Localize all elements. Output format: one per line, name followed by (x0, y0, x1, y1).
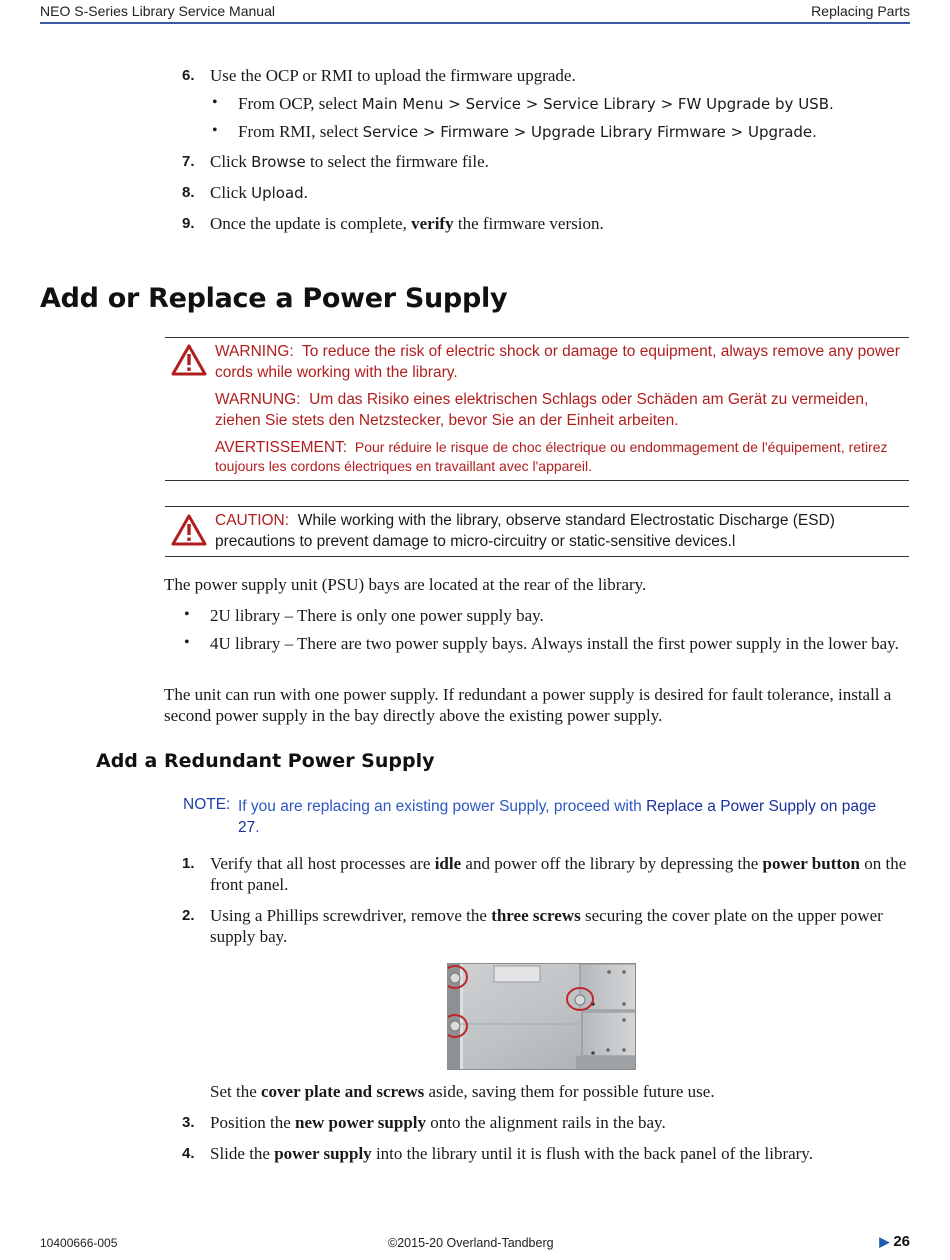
warning-box (165, 337, 909, 481)
chapter-title: Replacing Parts (811, 3, 910, 19)
warning-label: AVERTISSEMENT: (215, 439, 348, 456)
page-number (879, 1233, 910, 1250)
note-end: . (255, 819, 260, 836)
step-text-pre: Using a Phillips screwdriver, remove the (210, 906, 492, 925)
step-text-post: into the library until it is flush with the back panel of the library. (371, 1144, 813, 1163)
step-number: 3. (182, 1114, 195, 1131)
browse-label: Browse (251, 153, 306, 171)
step-text (210, 151, 489, 173)
step-text (210, 905, 910, 947)
step-text-post: on the front panel. (210, 854, 907, 894)
step-text-bold: power supply (274, 1144, 372, 1163)
caution-box (165, 506, 909, 557)
caution-triangle-icon (171, 514, 207, 546)
upload-label: Upload (251, 184, 304, 202)
step-text-post: onto the alignment rails in the bay. (426, 1113, 666, 1132)
set-aside-text (210, 1081, 910, 1102)
step-number: 9. (182, 215, 195, 232)
note-body: If you are replacing an existing power Supply, proceed with (238, 798, 647, 815)
step-text-post: to select the firmware file. (305, 152, 489, 171)
bullet-item (238, 93, 834, 115)
step-text-mid: and power off the library by depressing the (461, 854, 763, 873)
step-text-bold: three screws (491, 906, 581, 925)
warning-en (215, 342, 905, 383)
warning-text: To reduce the risk of electric shock or damage to equipment, always remove any power cords while working with the library. (215, 343, 900, 381)
step-text-pre: Verify that all host processes are (210, 854, 435, 873)
set-aside-post: aside, saving them for possible future use. (424, 1082, 715, 1101)
warning-fr (215, 438, 905, 476)
step-text-post: the firmware version. (453, 214, 604, 233)
page-number-value: 26 (893, 1233, 910, 1250)
step-text: Use the OCP or RMI to upload the firmware upgrade. (210, 66, 576, 85)
step-text (210, 1143, 910, 1164)
step-text-bold: verify (411, 214, 454, 233)
psu-bullet-4u: 4U library – There are two power supply bays. Always install the first power supply in the lower bay. (210, 634, 899, 653)
step-text-pre: Once the update is complete, (210, 214, 412, 233)
cover-plate-illustration (448, 964, 636, 1070)
copyright: ©2015-20 Overland-Tandberg (388, 1236, 554, 1250)
step-number: 4. (182, 1145, 195, 1162)
bullet-glyph: • (184, 606, 190, 623)
step-text-bold: power button (762, 854, 860, 873)
subsection-title: Add a Redundant Power Supply (96, 750, 435, 772)
set-aside-bold: cover plate and screws (261, 1082, 425, 1101)
bullet-text: From RMI, select (238, 122, 363, 141)
bullet-glyph: • (212, 122, 218, 139)
step-text (210, 213, 604, 234)
cover-plate-photo (447, 963, 636, 1070)
step-text-bold: new power supply (295, 1113, 427, 1132)
ocp-menu-path: Main Menu > Service > Service Library > FW Upgrade by USB. (361, 95, 834, 113)
document-number: 10400666-005 (40, 1236, 118, 1250)
step-text-pre: Click (210, 183, 252, 202)
warning-label: WARNING: (215, 343, 294, 360)
psu-bullet-2u: 2U library – There is only one power supply bay. (210, 606, 544, 625)
warning-label: WARNUNG: (215, 391, 301, 408)
bullet-glyph: • (212, 94, 218, 111)
caution-text: While working with the library, observe standard Electrostatic Discharge (ESD) precautions to prevent damage to micro-circuitry or static-sensitive devices.l (215, 512, 835, 550)
caution-text-block (215, 511, 905, 552)
set-aside-pre: Set the (210, 1082, 261, 1101)
step-number: 2. (182, 907, 195, 924)
warning-text: Um das Risiko eines elektrischen Schlags oder Schäden am Gerät zu vermeiden, ziehen Sie stets den Netzstecker, bevor Sie an der Einheit arbeiten. (215, 391, 869, 429)
rmi-menu-path: Service > Firmware > Upgrade Library Firmware > Upgrade. (362, 123, 817, 141)
step-text-bold: idle (434, 854, 462, 873)
step-number: 7. (182, 153, 195, 170)
section-title: Add or Replace a Power Supply (40, 283, 508, 314)
manual-title: NEO S-Series Library Service Manual (40, 3, 275, 19)
warning-text: Pour réduire le risque de choc électrique ou endommagement de l'équipement, retirez toujours les cordons électriques en travaillant avec l'appareil. (215, 439, 888, 474)
bullet-item (238, 121, 817, 143)
step-text (210, 853, 910, 895)
psu-intro: The power supply unit (PSU) bays are located at the rear of the library. (164, 575, 647, 594)
step-text-pre: Position the (210, 1113, 296, 1132)
step-number: 8. (182, 184, 195, 201)
step-text (210, 1112, 910, 1133)
note-text (238, 796, 878, 838)
page-header (40, 2, 910, 24)
caution-label: CAUTION: (215, 512, 290, 529)
step-text-post: securing the cover plate on the upper power supply bay. (210, 906, 883, 946)
step-number: 1. (182, 855, 195, 872)
bullet-text: From OCP, select (238, 94, 362, 113)
step-number: 6. (182, 67, 195, 84)
step-text-pre: Slide the (210, 1144, 275, 1163)
bullet-glyph: • (184, 634, 190, 651)
replace-power-supply-link[interactable]: Replace a Power Supply on page 27 (238, 798, 877, 836)
warning-triangle-icon (171, 344, 207, 376)
next-page-arrow-icon[interactable]: ▶ (879, 1234, 890, 1249)
psu-redundancy: The unit can run with one power supply. If redundant a power supply is desired for fault tolerance, install a second power supply in the bay directly above the existing power supply. (164, 685, 892, 725)
step-text (210, 182, 308, 204)
step-text-post: . (303, 183, 308, 202)
step-text-pre: Click (210, 152, 252, 171)
note-label: NOTE: (183, 796, 231, 813)
warning-de (215, 390, 905, 431)
